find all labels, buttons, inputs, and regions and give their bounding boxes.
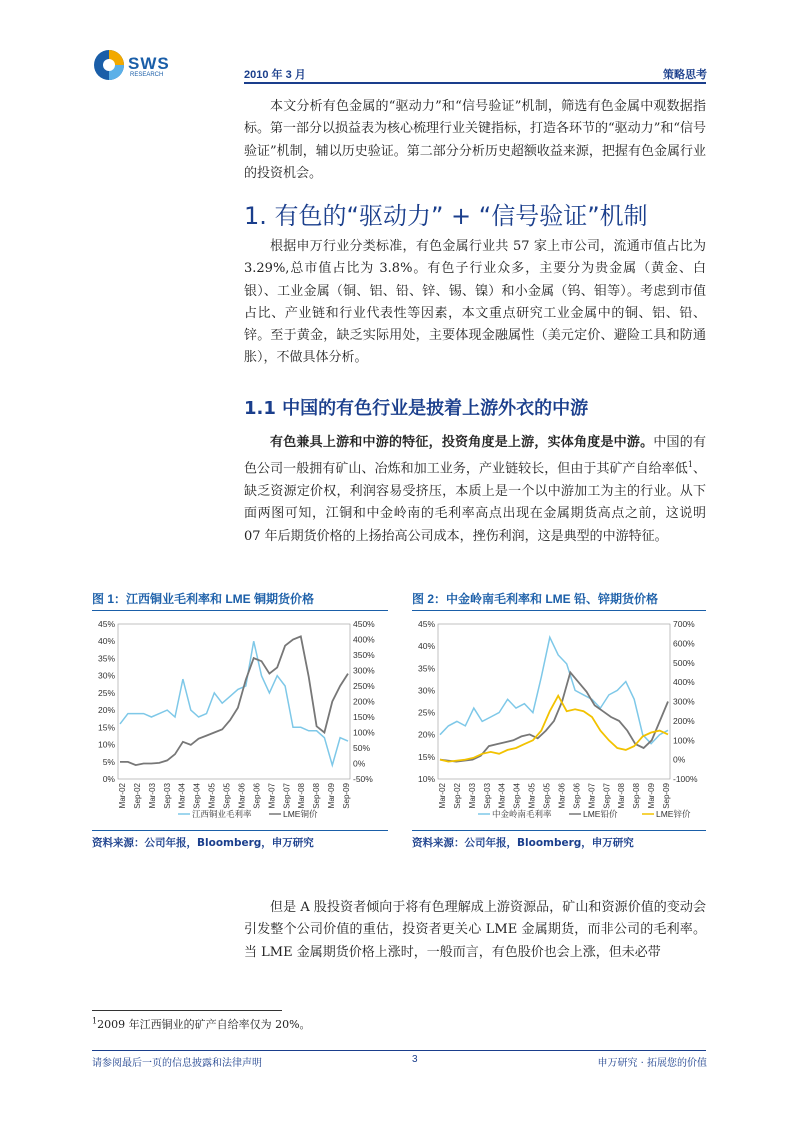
legend-label-0: 江西铜业毛利率 xyxy=(192,809,252,819)
x-tick-label: Mar-03 xyxy=(467,783,477,809)
legend-label-0: 中金岭南毛利率 xyxy=(492,809,552,819)
x-tick-label: Mar-04 xyxy=(177,783,187,809)
right-tick-label: 200% xyxy=(353,696,375,707)
left-tick-label: 40% xyxy=(417,641,435,652)
right-tick-label: 100% xyxy=(673,735,695,746)
x-tick-label: Sep-05 xyxy=(542,783,552,809)
header-date: 2010 年 3 月 xyxy=(244,69,306,81)
right-tick-label: 150% xyxy=(353,712,375,722)
x-tick-label: Sep-06 xyxy=(252,783,262,809)
figure-1-top-rule xyxy=(92,610,388,611)
x-tick-label: Sep-08 xyxy=(312,783,322,809)
figure-2-bottom-rule xyxy=(412,830,706,831)
left-tick-label: 45% xyxy=(417,619,435,629)
left-tick-label: 15% xyxy=(417,751,435,762)
right-tick-label: 300% xyxy=(673,696,695,707)
closing-paragraph: 但是 A 股投资者倾向于将有色理解成上游资源品，矿山和资源价值的变动会引发整个公司价值的重估，投资者更关心 LME 金属期货，而非公司的毛利率。当 LME 金属期货价格上涨时，一般而言，有色股价也会上涨，但未必带 xyxy=(244,900,706,960)
right-tick-label: 200% xyxy=(673,715,695,726)
x-tick-label: Mar-08 xyxy=(297,783,307,809)
x-tick-label: Sep-07 xyxy=(282,783,292,809)
left-tick-label: 10% xyxy=(97,739,115,750)
section-1-paragraph: 根据申万行业分类标准，有色金属行业共 57 家上市公司，流通市值占比为 3.29%,总市值占比为 3.8%。有色子行业众多，主要分为贵金属（黄金、白银）、工业金属（铜、铝、铅、锌、锡、镍）和小金属（钨、钼等）。考虑到市值占比、产业链和行业代表性等因素，本文重点研究工业金属中的铜、铝、铅、锌。至于黄金，缺乏实际用处，主要体现金融属性（美元定价、避险工具和防通胀），不做具体分析。 xyxy=(244,239,706,366)
left-tick-label: 40% xyxy=(97,636,115,647)
plot-frame xyxy=(118,624,350,779)
footer-divider xyxy=(92,1050,706,1051)
left-tick-label: 15% xyxy=(97,722,115,733)
right-tick-label: 700% xyxy=(673,619,695,629)
figure-2-top-rule xyxy=(412,610,706,611)
left-tick-label: 20% xyxy=(417,729,435,740)
header-category: 策略思考 xyxy=(663,69,707,81)
x-tick-label: Mar-09 xyxy=(327,783,337,809)
x-tick-label: Sep-03 xyxy=(482,783,492,809)
left-tick-label: 35% xyxy=(97,653,115,664)
left-tick-label: 5% xyxy=(102,756,115,767)
legend-label-1: LME铜价 xyxy=(283,809,318,819)
legend-label-2: LME锌价 xyxy=(656,809,691,819)
x-tick-label: Sep-09 xyxy=(342,783,351,809)
right-tick-label: 300% xyxy=(353,665,375,676)
x-tick-label: Mar-07 xyxy=(267,783,277,809)
header-divider xyxy=(244,82,706,84)
right-tick-label: 250% xyxy=(353,681,375,691)
left-tick-label: 30% xyxy=(97,670,115,681)
footer-disclaimer-link[interactable]: 请参阅最后一页的信息披露和法律声明 xyxy=(92,1058,262,1069)
right-tick-label: 400% xyxy=(353,634,375,645)
chart-zhongjin-lingnan xyxy=(408,614,708,829)
x-tick-label: Sep-08 xyxy=(632,783,642,809)
footnote-text: 2009 年江西铜业的矿产自给率仅为 20%。 xyxy=(97,1018,311,1031)
x-tick-label: Sep-03 xyxy=(162,783,172,809)
figure-1-title: 图 1：江西铜业毛利率和 LME 铜期货价格 xyxy=(92,592,315,606)
right-tick-label: 0% xyxy=(353,758,366,769)
left-tick-label: 10% xyxy=(417,774,435,784)
right-tick-label: -50% xyxy=(353,774,373,784)
intro-paragraph: 本文分析有色金属的“驱动力”和“信号验证”机制，筛选有色金属中观数据指标。第一部分以损益表为核心梳理行业关键指标，打造各环节的“驱动力”和“信号验证”机制，辅以历史验证。第二部分分析历史超额收益来源，把握有色金属行业的投资机会。 xyxy=(244,99,706,181)
left-tick-label: 30% xyxy=(417,685,435,696)
left-tick-label: 25% xyxy=(417,707,435,718)
x-tick-label: Mar-05 xyxy=(207,783,217,809)
footnote-ref: 1 xyxy=(687,460,693,470)
right-tick-label: -100% xyxy=(673,774,698,784)
x-tick-label: Sep-02 xyxy=(132,783,142,809)
page-number: 3 xyxy=(412,1054,418,1065)
para-part-a: 中国的有色公司一般拥有矿山、冶炼和加工业务，产业链较长，但由于其矿产自给率低 xyxy=(244,435,706,477)
sws-logo xyxy=(92,48,126,82)
series-line-0 xyxy=(440,637,668,743)
series-line-1 xyxy=(440,672,668,761)
right-tick-label: 400% xyxy=(673,677,695,688)
left-tick-label: 20% xyxy=(97,705,115,716)
left-tick-label: 0% xyxy=(102,774,115,784)
x-tick-label: Mar-04 xyxy=(497,783,507,809)
right-tick-label: 0% xyxy=(673,754,686,765)
figure-1-source: 资料来源：公司年报，Bloomberg，申万研究 xyxy=(92,837,314,849)
x-tick-label: Mar-02 xyxy=(118,783,127,809)
x-tick-label: Mar-02 xyxy=(438,783,447,809)
para-part-b: 、缺乏资源定价权，利润容易受挤压，本质上是一个以中游加工为主的行业。从下面两图可知，江铜和中金岭南的毛利率高点出现在金属期货高点之前，这说明 07 年后期货价格的上扬抬高公司成本，挫伤利润，这是典型的中游特征。 xyxy=(244,461,706,544)
x-tick-label: Sep-02 xyxy=(452,783,462,809)
footer-slogan: 申万研究 · 拓展您的价值 xyxy=(597,1058,707,1069)
section-1-1-heading: 1.1 中国的有色行业是披着上游外衣的中游 xyxy=(244,398,589,419)
section-1-1-paragraph xyxy=(244,432,706,548)
legend-label-1: LME铅价 xyxy=(583,809,618,819)
x-tick-label: Sep-04 xyxy=(192,783,202,809)
footnote-divider xyxy=(92,1010,282,1011)
series-line-2 xyxy=(440,696,668,762)
left-tick-label: 35% xyxy=(417,663,435,674)
right-tick-label: 350% xyxy=(353,650,375,660)
footnote xyxy=(92,1016,311,1032)
right-tick-label: 450% xyxy=(353,619,375,629)
right-tick-label: 100% xyxy=(353,727,375,738)
x-tick-label: Sep-09 xyxy=(662,783,671,809)
x-tick-label: Sep-05 xyxy=(222,783,232,809)
x-tick-label: Mar-09 xyxy=(647,783,657,809)
x-tick-label: Mar-08 xyxy=(617,783,627,809)
x-tick-label: Mar-05 xyxy=(527,783,537,809)
x-tick-label: Mar-03 xyxy=(147,783,157,809)
x-tick-label: Mar-07 xyxy=(587,783,597,809)
brand-subtitle: RESEARCH xyxy=(130,72,164,78)
x-tick-label: Mar-06 xyxy=(237,783,247,809)
chart-jiangxi-copper xyxy=(88,614,388,829)
section-1-heading: 1. 有色的“驱动力” + “信号验证”机制 xyxy=(244,202,648,230)
right-tick-label: 50% xyxy=(353,743,371,753)
right-tick-label: 500% xyxy=(673,657,695,668)
series-line-1 xyxy=(120,636,348,765)
figure-1-bottom-rule xyxy=(92,830,388,831)
figure-2-source: 资料来源：公司年报，Bloomberg，申万研究 xyxy=(412,837,634,849)
figure-2-title: 图 2：中金岭南毛利率和 LME 铅、锌期货价格 xyxy=(412,592,659,606)
x-tick-label: Sep-07 xyxy=(602,783,612,809)
right-tick-label: 600% xyxy=(673,638,695,649)
x-tick-label: Sep-06 xyxy=(572,783,582,809)
left-tick-label: 25% xyxy=(97,687,115,698)
x-tick-label: Mar-06 xyxy=(557,783,567,809)
left-tick-label: 45% xyxy=(97,619,115,629)
x-tick-label: Sep-04 xyxy=(512,783,522,809)
bold-lead: 有色兼具上游和中游的特征，投资角度是上游，实体角度是中游。 xyxy=(270,435,654,450)
footnote-number: 1 xyxy=(92,1016,98,1026)
brand-name: SWS xyxy=(128,54,170,73)
